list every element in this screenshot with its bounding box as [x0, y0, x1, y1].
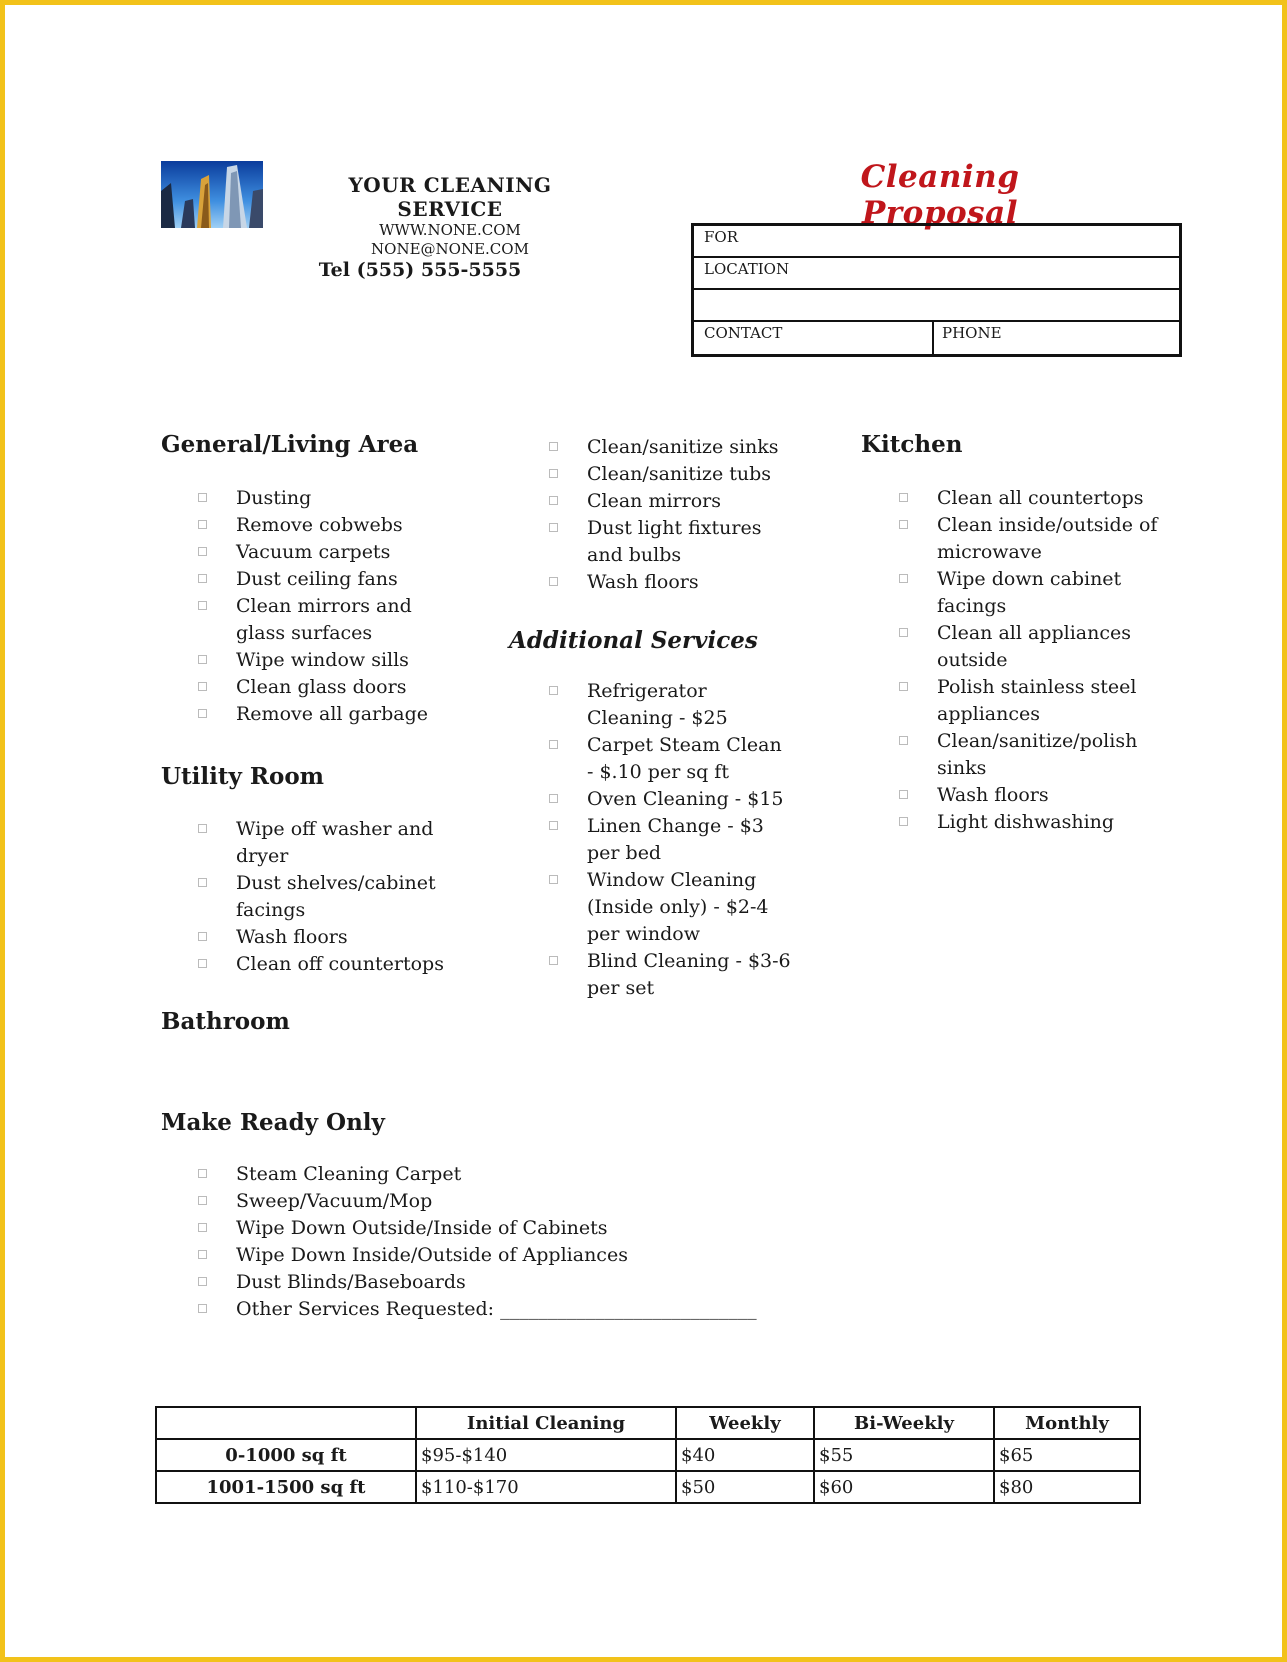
contact-phone-divider: [932, 322, 934, 357]
checklist-item-label: Window Cleaning (Inside only) - $2-4 per window: [587, 869, 769, 945]
company-tel: Tel (555) 555-5555: [318, 259, 522, 281]
phone-label: PHONE: [942, 324, 1002, 342]
checklist-item: [197, 870, 457, 924]
checklist-item: [197, 485, 457, 512]
checklist-makeready: [197, 1161, 897, 1323]
pricing-biweekly: $55: [814, 1439, 994, 1471]
checkbox[interactable]: [198, 547, 207, 556]
checklist-item: [898, 485, 1158, 512]
section-title-general: General/Living Area: [161, 431, 419, 458]
checklist-item-label: Wash floors: [937, 784, 1049, 806]
checklist-item: [898, 728, 1158, 782]
checklist-item-label: Wash floors: [236, 926, 348, 948]
checklist-item-label: Light dishwashing: [937, 811, 1115, 833]
checkbox[interactable]: [198, 520, 207, 529]
contact-label: CONTACT: [704, 324, 783, 342]
checkbox[interactable]: [198, 682, 207, 691]
checklist-item: [898, 512, 1158, 566]
checklist-item: [548, 488, 793, 515]
checkbox[interactable]: [549, 686, 558, 695]
checklist-item-label: Dust ceiling fans: [236, 568, 398, 590]
checklist-item: [548, 867, 793, 948]
checklist-item-label: Clean mirrors: [587, 490, 721, 512]
checklist-item-label: Clean glass doors: [236, 676, 407, 698]
checkbox[interactable]: [198, 655, 207, 664]
checklist-item-label: Wipe Down Inside/Outside of Appliances: [236, 1244, 628, 1266]
checkbox[interactable]: [549, 496, 558, 505]
pricing-header-blank: [156, 1407, 416, 1439]
for-label: FOR: [704, 228, 738, 246]
contact-phone-row: [694, 322, 1179, 354]
checkbox[interactable]: [899, 790, 908, 799]
pricing-row: [156, 1471, 1140, 1503]
client-info-form: [691, 223, 1182, 357]
checkbox[interactable]: [198, 574, 207, 583]
checklist-item: [197, 647, 457, 674]
checkbox[interactable]: [549, 875, 558, 884]
checkbox[interactable]: [899, 574, 908, 583]
checklist-item-label: Vacuum carpets: [236, 541, 391, 563]
pricing-monthly: $65: [994, 1439, 1140, 1471]
checkbox[interactable]: [899, 817, 908, 826]
pricing-biweekly: $60: [814, 1471, 994, 1503]
checkbox[interactable]: [198, 709, 207, 718]
checkbox[interactable]: [549, 794, 558, 803]
checklist-item: [197, 701, 457, 728]
location-label: LOCATION: [704, 260, 790, 278]
checklist-item-label: Remove all garbage: [236, 703, 429, 725]
pricing-header-row: [156, 1407, 1140, 1439]
checkbox[interactable]: [198, 1223, 207, 1232]
checklist-item: [898, 674, 1158, 728]
checklist-item: [898, 620, 1158, 674]
checklist-item: [898, 566, 1158, 620]
checkbox[interactable]: [549, 577, 558, 586]
pricing-initial: $95-$140: [416, 1439, 676, 1471]
checklist-item: [197, 1188, 897, 1215]
pricing-size: 0-1000 sq ft: [156, 1439, 416, 1471]
location-field-extra[interactable]: [694, 290, 1179, 322]
checklist-item: [197, 1269, 897, 1296]
checklist-item-label: Clean inside/outside of microwave: [937, 514, 1158, 563]
checkbox[interactable]: [899, 493, 908, 502]
checklist-item: [197, 674, 457, 701]
checklist-item-label: Dusting: [236, 487, 312, 509]
checkbox[interactable]: [198, 824, 207, 833]
company-website: WWW.NONE.COM: [379, 221, 521, 239]
checkbox[interactable]: [549, 469, 558, 478]
checkbox[interactable]: [549, 740, 558, 749]
checklist-additional: [548, 678, 793, 1002]
section-title-makeready: Make Ready Only: [161, 1109, 385, 1136]
checklist-item-label: Carpet Steam Clean - $.10 per sq ft: [587, 734, 782, 783]
checklist-item-label: Blind Cleaning - $3-6 per set: [587, 950, 791, 999]
pricing-header-initial: Initial Cleaning: [416, 1407, 676, 1439]
checkbox[interactable]: [198, 1277, 207, 1286]
proposal-title: Cleaning Proposal: [860, 159, 1020, 231]
checkbox[interactable]: [549, 523, 558, 532]
checklist-item: [197, 1296, 897, 1323]
checkbox[interactable]: [899, 628, 908, 637]
pricing-header-monthly: Monthly: [994, 1407, 1140, 1439]
location-field[interactable]: [694, 258, 1179, 290]
checkbox[interactable]: [198, 1169, 207, 1178]
checklist-item: [898, 809, 1158, 836]
section-title-bathroom: Bathroom: [161, 1008, 290, 1035]
checklist-utility: [197, 816, 457, 978]
checklist-item: [548, 569, 793, 596]
checklist-item-label: Remove cobwebs: [236, 514, 403, 536]
checkbox[interactable]: [198, 1304, 207, 1313]
checkbox[interactable]: [899, 682, 908, 691]
section-title-utility: Utility Room: [161, 763, 325, 790]
checkbox[interactable]: [198, 959, 207, 968]
pricing-weekly: $40: [676, 1439, 814, 1471]
company-logo-image: [161, 161, 263, 228]
pricing-table: [155, 1406, 1141, 1504]
checkbox[interactable]: [198, 1196, 207, 1205]
checkbox[interactable]: [549, 956, 558, 965]
checklist-item: [548, 678, 793, 732]
checklist-item-label: Clean all countertops: [937, 487, 1144, 509]
checkbox[interactable]: [549, 821, 558, 830]
checklist-item-label: Wipe down cabinet facings: [937, 568, 1122, 617]
pricing-header-biweekly: Bi-Weekly: [814, 1407, 994, 1439]
checklist-item: [548, 461, 793, 488]
checkbox[interactable]: [198, 493, 207, 502]
checklist-item-label: Dust shelves/cabinet facings: [236, 872, 436, 921]
checklist-item-label: Refrigerator Cleaning - $25: [587, 680, 728, 729]
company-name: YOUR CLEANING SERVICE: [348, 173, 552, 221]
checkbox[interactable]: [198, 878, 207, 887]
checklist-item: [548, 813, 793, 867]
checklist-item: [197, 593, 457, 647]
checklist-item-label: Linen Change - $3 per bed: [587, 815, 764, 864]
pricing-header-weekly: Weekly: [676, 1407, 814, 1439]
company-email: NONE@NONE.COM: [371, 240, 529, 258]
checklist-item-label: Steam Cleaning Carpet: [236, 1163, 462, 1185]
section-title-additional: Additional Services: [509, 627, 758, 654]
checklist-item: [197, 816, 457, 870]
checklist-item: [197, 951, 457, 978]
checkbox[interactable]: [899, 736, 908, 745]
checklist-item: [548, 786, 793, 813]
section-title-kitchen: Kitchen: [861, 431, 963, 458]
checklist-item-label: Oven Cleaning - $15: [587, 788, 784, 810]
pricing-initial: $110-$170: [416, 1471, 676, 1503]
checklist-item: [197, 512, 457, 539]
checklist-item: [197, 539, 457, 566]
checklist-item-label: Sweep/Vacuum/Mop: [236, 1190, 433, 1212]
checklist-item: [898, 782, 1158, 809]
checklist-item-label: Clean/sanitize sinks: [587, 436, 779, 458]
checklist-item-label: Wipe window sills: [236, 649, 409, 671]
checklist-item-label: Other Services Requested: ___________________________: [236, 1298, 757, 1320]
checklist-item: [197, 924, 457, 951]
pricing-size: 1001-1500 sq ft: [156, 1471, 416, 1503]
for-field[interactable]: [694, 226, 1179, 258]
checkbox[interactable]: [899, 520, 908, 529]
checklist-item-label: Clean/sanitize/polish sinks: [937, 730, 1138, 779]
checklist-item: [197, 1242, 897, 1269]
checklist-item: [548, 948, 793, 1002]
checklist-item-label: Polish stainless steel appliances: [937, 676, 1137, 725]
checklist-item-label: Clean/sanitize tubs: [587, 463, 772, 485]
checklist-item: [197, 566, 457, 593]
checklist-item: [548, 434, 793, 461]
checklist-item: [197, 1215, 897, 1242]
company-info: [295, 173, 605, 259]
checklist-item-label: Wipe off washer and dryer: [236, 818, 434, 867]
checklist-item-label: Dust light fixtures and bulbs: [587, 517, 762, 566]
checklist-item: [197, 1161, 897, 1188]
checklist-item-label: Dust Blinds/Baseboards: [236, 1271, 466, 1293]
checklist-bathroom: [548, 434, 793, 596]
checklist-item-label: Wipe Down Outside/Inside of Cabinets: [236, 1217, 608, 1239]
checklist-item-label: Clean mirrors and glass surfaces: [236, 595, 412, 644]
checklist-item-label: Wash floors: [587, 571, 699, 593]
pricing-row: [156, 1439, 1140, 1471]
checklist-kitchen: [898, 485, 1158, 836]
checkbox[interactable]: [198, 601, 207, 610]
checkbox[interactable]: [549, 442, 558, 451]
checklist-item-label: Clean off countertops: [236, 953, 444, 975]
checklist-general: [197, 485, 457, 728]
checkbox[interactable]: [198, 1250, 207, 1259]
checkbox[interactable]: [198, 932, 207, 941]
pricing-monthly: $80: [994, 1471, 1140, 1503]
pricing-weekly: $50: [676, 1471, 814, 1503]
checklist-item: [548, 515, 793, 569]
checklist-item: [548, 732, 793, 786]
checklist-item-label: Clean all appliances outside: [937, 622, 1131, 671]
